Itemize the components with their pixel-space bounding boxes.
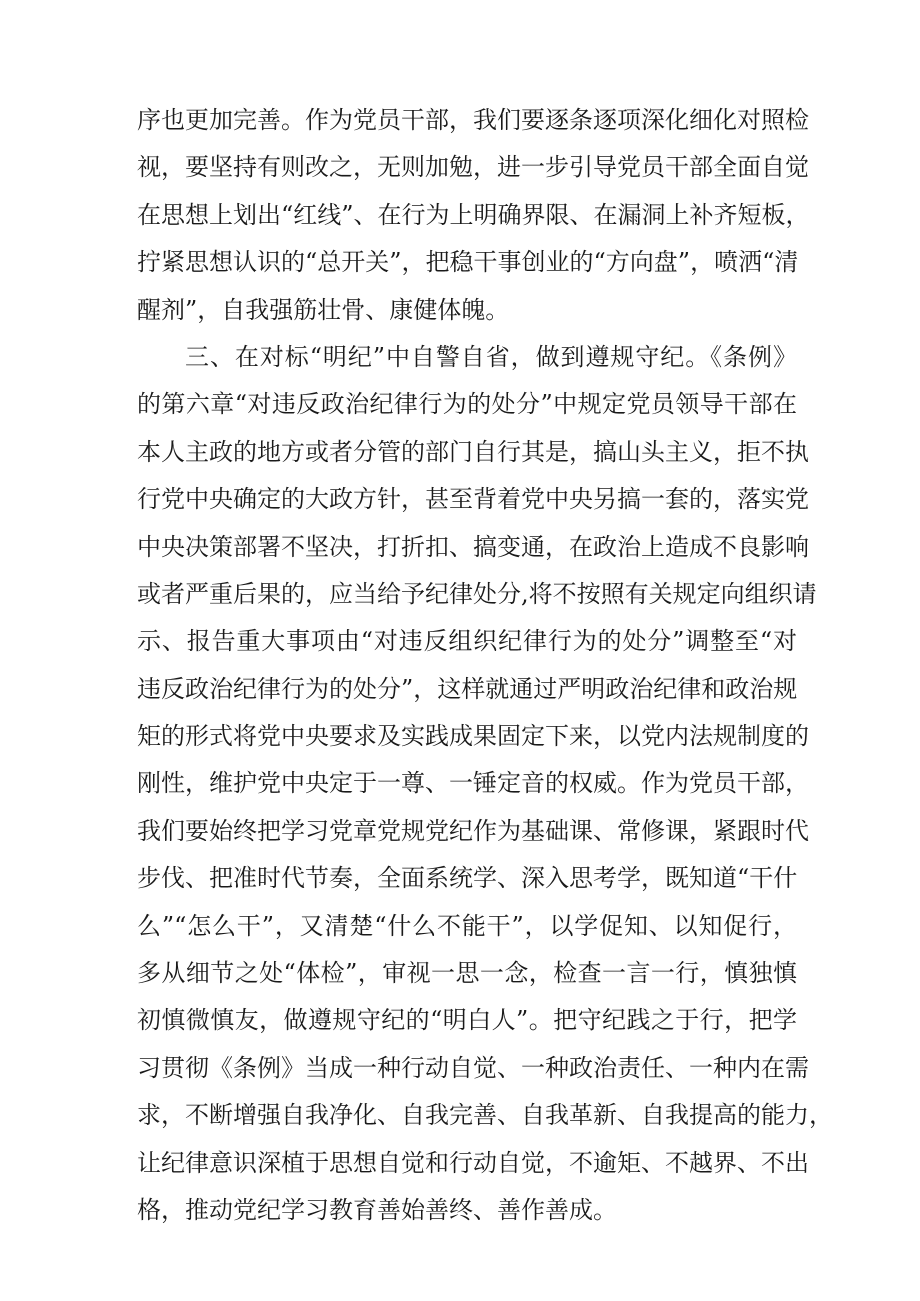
text-line: 在思想上划出“红线”、在行为上明确界限、在漏洞上补齐短板， (137, 200, 810, 229)
text-line: 矩的形式将党中央要求及实践成果固定下来，以党内法规制度的 (137, 722, 809, 751)
text-line: 我们要始终把学习党章党规党纪作为基础课、常修课，紧跟时代 (137, 816, 809, 845)
text-line: 让纪律意识深植于思想自觉和行动自觉，不逾矩、不越界、不出 (137, 1148, 809, 1177)
text-line: 示、报告重大事项由“对违反组织纪律行为的处分”调整至“对 (137, 627, 797, 656)
text-line: 或者严重后果的，应当给予纪律处分,将不按照有关规定向组织请 (137, 579, 817, 608)
text-line: 初慎微慎友，做遵规守纪的“明白人”。把守纪践之于行，把学 (137, 1006, 797, 1035)
text-line: 步伐、把准时代节奏，全面系统学、深入思考学，既知道“干什 (137, 864, 798, 893)
text-line: 拧紧思想认识的“总开关”，把稳干事创业的“方向盘”，喷洒“清 (137, 248, 799, 277)
text-line: 本人主政的地方或者分管的部门自行其是，搞山头主义，拒不执 (137, 437, 809, 466)
text-line: 醒剂”，自我强筋壮骨、康健体魄。 (137, 295, 510, 324)
text-line: 违反政治纪律行为的处分”，这样就通过严明政治纪律和政治规 (137, 674, 798, 703)
text-line: 习贯彻《条例》当成一种行动自觉、一种政治责任、一种内在需 (137, 1053, 809, 1082)
document-body (137, 97, 833, 1234)
section-heading-line: 三、在对标“明纪”中自警自省，做到遵规守纪。《条例》 (185, 342, 797, 371)
text-line: 行党中央确定的大政方针，甚至背着党中央另搞一套的，落实党 (137, 485, 809, 514)
text-line: 多从细节之处“体检”，审视一思一念，检查一言一行，慎独慎 (137, 959, 797, 988)
paragraph-continued (137, 97, 810, 334)
text-line: 序也更加完善。作为党员干部，我们要逐条逐项深化细化对照检 (137, 106, 809, 134)
text-line: 格，推动党纪学习教育善始善终、善作善成。 (137, 1195, 617, 1224)
text-line: 的第六章“对违反政治纪律行为的处分”中规定党员领导干部在 (137, 390, 797, 419)
paragraph-section-three (137, 334, 833, 1234)
text-line: 视，要坚持有则改之，无则加勉，进一步引导党员干部全面自觉 (137, 153, 809, 182)
text-line: 么”“怎么干”，又清楚“什么不能干”，以学促知、以知促行， (137, 911, 797, 940)
text-line: 刚性，维护党中央定于一尊、一锤定音的权威。作为党员干部， (137, 769, 809, 798)
text-line: 求，不断增强自我净化、自我完善、自我革新、自我提高的能力， (137, 1101, 833, 1130)
text-line: 中央决策部署不坚决，打折扣、搞变通，在政治上造成不良影响 (137, 532, 809, 561)
